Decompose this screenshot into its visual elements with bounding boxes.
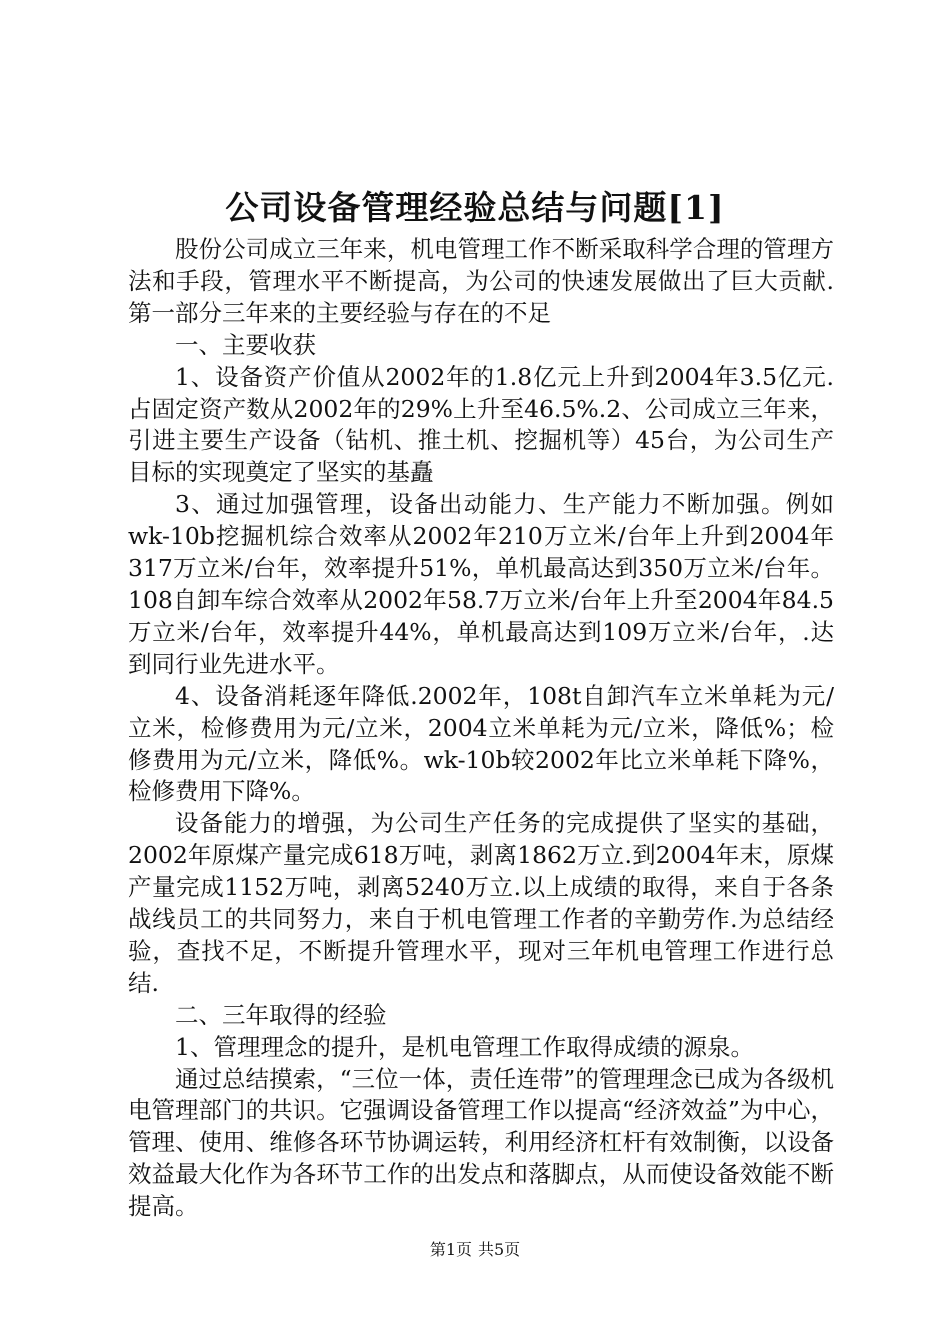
- heading-main-gains: 一、主要收获: [175, 330, 316, 359]
- page-footer: [0, 1240, 950, 1260]
- page-total: 共5页: [478, 1240, 521, 1259]
- document-body: [128, 234, 834, 1223]
- paragraph-concept: 1、管理理念的提升，是机电管理工作取得成绩的源泉。: [175, 1032, 754, 1061]
- paragraph-three-in-one: 通过总结摸索，“三位一体，责任连带”的管理理念已成为各级机电管理部门的共识。它强调设备管理工作以提高“经济效益”为中心，管理、使用、维修各环节协调运转，利用经济杠杆有效制衡，以设备效益最大化作为各环节工作的出发点和落脚点，从而使设备效能不断提高。: [128, 1064, 834, 1221]
- document-title: 公司设备管理经验总结与问题[1]: [225, 188, 725, 227]
- paragraph-intro: 股份公司成立三年来，机电管理工作不断采取科学合理的管理方法和手段，管理水平不断提高，为公司的快速发展做出了巨大贡献.第一部分三年来的主要经验与存在的不足: [128, 235, 834, 327]
- paragraph-consumption: 4、设备消耗逐年降低.2002年，108t自卸汽车立米单耗为元/立米，检修费用为元/立米，2004立米单耗为元/立米，降低%；检修费用为元/立米，降低%。wk-10b较2002年比立米单耗下降%，检修费用下降%。: [128, 681, 834, 806]
- paragraph-capacity: 设备能力的增强，为公司生产任务的完成提供了坚实的基础，2002年原煤产量完成618万吨，剥离1862万立.到2004年末，原煤产量完成1152万吨，剥离5240万立.以上成绩的取得，来自于各条战线员工的共同努力，来自于机电管理工作者的辛勤劳作.为总结经验，查找不足，不断提升管理水平，现对三年机电管理工作进行总结.: [128, 809, 834, 997]
- heading-experience: 二、三年取得的经验: [175, 1000, 387, 1029]
- paragraph-efficiency: 3、通过加强管理，设备出动能力、生产能力不断加强。例如wk-10b挖掘机综合效率从2002年210万立米/台年上升到2004年317万立米/台年，效率提升51%，单机最高达到350万立米/台年。108自卸车综合效率从2002年58.7万立米/台年上升至2004年84.5万立米/台年，效率提升44%，单机最高达到109万立米/台年，.达到同行业先进水平。: [128, 490, 834, 678]
- page-number: 第1页: [429, 1240, 472, 1259]
- paragraph-asset-value: 1、设备资产价值从2002年的1.8亿元上升到2004年3.5亿元.占固定资产数从2002年的29%上升至46.5%.2、公司成立三年来，引进主要生产设备（钻机、推土机、挖掘机等）45台，为公司生产目标的实现奠定了坚实的基矗: [128, 362, 834, 487]
